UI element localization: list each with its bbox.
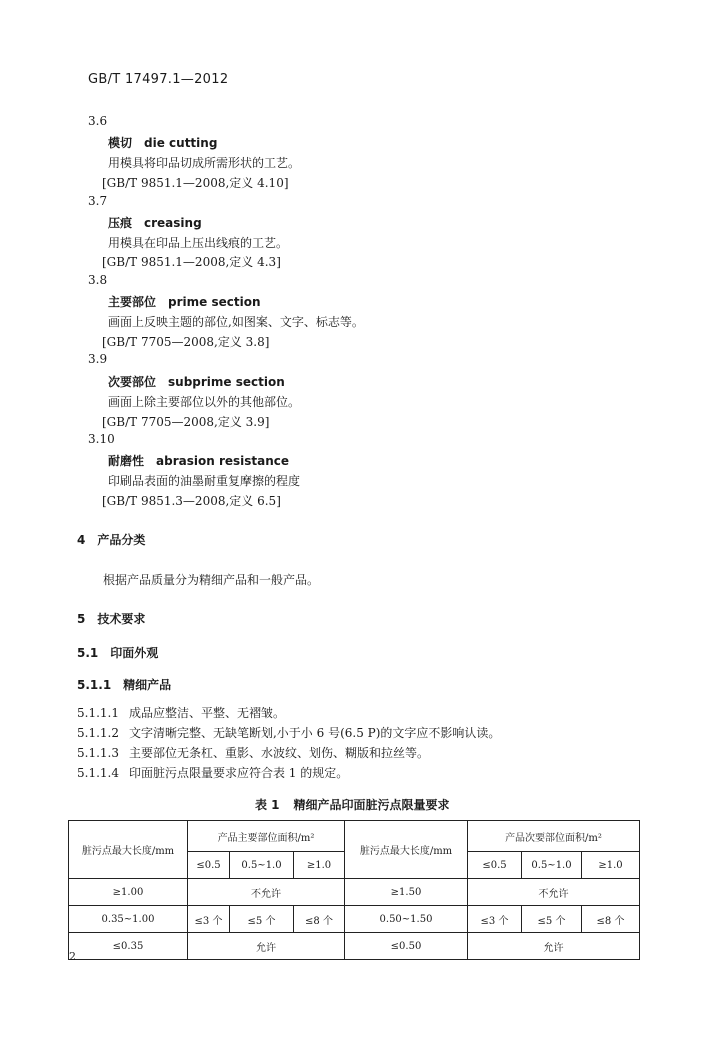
definition-number: 3.9 bbox=[88, 352, 108, 366]
clause-text: 印面脏污点限量要求应符合表 1 的规定。 bbox=[128, 766, 349, 780]
dirt-limit-table bbox=[68, 820, 640, 960]
definition-text: 用模具在印品上压出线痕的工艺。 bbox=[108, 236, 289, 250]
area-col-header: ≥1.0 bbox=[582, 852, 640, 879]
definition-term bbox=[108, 134, 217, 151]
length-cell: 0.50~1.50 bbox=[345, 906, 468, 933]
table-row bbox=[69, 879, 640, 906]
section-title: 印面外观 bbox=[110, 646, 159, 660]
limit-cell: 不允许 bbox=[188, 879, 345, 906]
definition-reference: [GB/T 9851.3—2008,定义 6.5] bbox=[102, 494, 281, 508]
area-col-header: 0.5~1.0 bbox=[230, 852, 294, 879]
limit-cell: ≤5 个 bbox=[522, 906, 582, 933]
definition-text: 印刷品表面的油墨耐重复摩擦的程度 bbox=[108, 474, 301, 488]
table-row bbox=[69, 933, 640, 960]
clause-number: 5.1.1.4 bbox=[77, 766, 119, 780]
section-5-1-1-heading bbox=[77, 676, 171, 693]
clause-text: 文字清晰完整、无缺笔断划,小于小 6 号(6.5 P)的文字应不影响认读。 bbox=[128, 726, 501, 740]
table-header-row bbox=[69, 821, 640, 852]
clause-5-1-1-2 bbox=[77, 724, 500, 741]
limit-cell: ≤3 个 bbox=[468, 906, 522, 933]
term-en: creasing bbox=[144, 216, 202, 230]
section-4-body: 根据产品质量分为精细产品和一般产品。 bbox=[103, 573, 320, 587]
clause-5-1-1-3 bbox=[77, 744, 429, 761]
clause-number: 5.1.1.2 bbox=[77, 726, 119, 740]
definition-number: 3.10 bbox=[88, 432, 115, 446]
section-number: 5 bbox=[77, 612, 86, 626]
table-row bbox=[69, 906, 640, 933]
term-cn: 次要部位 bbox=[108, 375, 157, 389]
definition-text: 画面上除主要部位以外的其他部位。 bbox=[108, 395, 301, 409]
definition-reference: [GB/T 9851.1—2008,定义 4.3] bbox=[102, 255, 281, 269]
length-cell: ≥1.00 bbox=[69, 879, 188, 906]
length-cell: ≥1.50 bbox=[345, 879, 468, 906]
term-cn: 主要部位 bbox=[108, 295, 157, 309]
left-length-header: 脏污点最大长度/mm bbox=[69, 821, 188, 879]
limit-cell: ≤8 个 bbox=[582, 906, 640, 933]
clause-5-1-1-1 bbox=[77, 704, 285, 721]
clause-text: 主要部位无条杠、重影、水波纹、划伤、糊版和拉丝等。 bbox=[128, 746, 429, 760]
term-cn: 压痕 bbox=[108, 216, 133, 230]
section-5-heading bbox=[77, 610, 145, 627]
section-5-1-heading bbox=[77, 644, 158, 661]
term-en: subprime section bbox=[168, 375, 285, 389]
clause-text: 成品应整洁、平整、无褶皱。 bbox=[128, 706, 285, 720]
left-area-header: 产品主要部位面积/m² bbox=[188, 821, 345, 852]
section-title: 精细产品 bbox=[123, 678, 172, 692]
length-cell: ≤0.50 bbox=[345, 933, 468, 960]
definition-reference: [GB/T 7705—2008,定义 3.8] bbox=[102, 335, 270, 349]
limit-cell: ≤5 个 bbox=[230, 906, 294, 933]
limit-cell: 不允许 bbox=[468, 879, 640, 906]
definition-term bbox=[108, 452, 289, 469]
section-number: 4 bbox=[77, 533, 86, 547]
term-en: prime section bbox=[168, 295, 261, 309]
term-en: die cutting bbox=[144, 136, 218, 150]
definition-term bbox=[108, 373, 285, 390]
definition-term bbox=[108, 293, 261, 310]
definition-term bbox=[108, 214, 202, 231]
term-cn: 模切 bbox=[108, 136, 133, 150]
term-cn: 耐磨性 bbox=[108, 454, 145, 468]
definition-number: 3.6 bbox=[88, 114, 108, 128]
page-number: 2 bbox=[69, 950, 76, 963]
definition-reference: [GB/T 7705—2008,定义 3.9] bbox=[102, 415, 270, 429]
section-number: 5.1.1 bbox=[77, 678, 112, 692]
clause-5-1-1-4 bbox=[77, 764, 348, 781]
definition-number: 3.7 bbox=[88, 194, 108, 208]
definition-number: 3.8 bbox=[88, 273, 108, 287]
section-4-heading bbox=[77, 531, 145, 548]
table-caption bbox=[255, 796, 450, 813]
limit-cell: ≤3 个 bbox=[188, 906, 230, 933]
section-title: 产品分类 bbox=[97, 533, 146, 547]
clause-number: 5.1.1.3 bbox=[77, 746, 119, 760]
definition-text: 用模具将印品切成所需形状的工艺。 bbox=[108, 156, 301, 170]
table-title: 精细产品印面脏污点限量要求 bbox=[293, 798, 450, 812]
definition-reference: [GB/T 9851.1—2008,定义 4.10] bbox=[102, 176, 289, 190]
section-title: 技术要求 bbox=[97, 612, 146, 626]
limit-cell: 允许 bbox=[468, 933, 640, 960]
area-col-header: ≥1.0 bbox=[294, 852, 345, 879]
length-cell: 0.35~1.00 bbox=[69, 906, 188, 933]
area-col-header: ≤0.5 bbox=[188, 852, 230, 879]
limit-cell: 允许 bbox=[188, 933, 345, 960]
table-number: 表 1 bbox=[255, 798, 280, 812]
area-col-header: ≤0.5 bbox=[468, 852, 522, 879]
limit-cell: ≤8 个 bbox=[294, 906, 345, 933]
section-number: 5.1 bbox=[77, 646, 99, 660]
right-length-header: 脏污点最大长度/mm bbox=[345, 821, 468, 879]
term-en: abrasion resistance bbox=[156, 454, 290, 468]
area-col-header: 0.5~1.0 bbox=[522, 852, 582, 879]
right-area-header: 产品次要部位面积/m² bbox=[468, 821, 640, 852]
clause-number: 5.1.1.1 bbox=[77, 706, 119, 720]
definition-text: 画面上反映主题的部位,如图案、文字、标志等。 bbox=[108, 315, 364, 329]
standard-code-header: GB/T 17497.1—2012 bbox=[88, 72, 229, 87]
length-cell: ≤0.35 bbox=[69, 933, 188, 960]
